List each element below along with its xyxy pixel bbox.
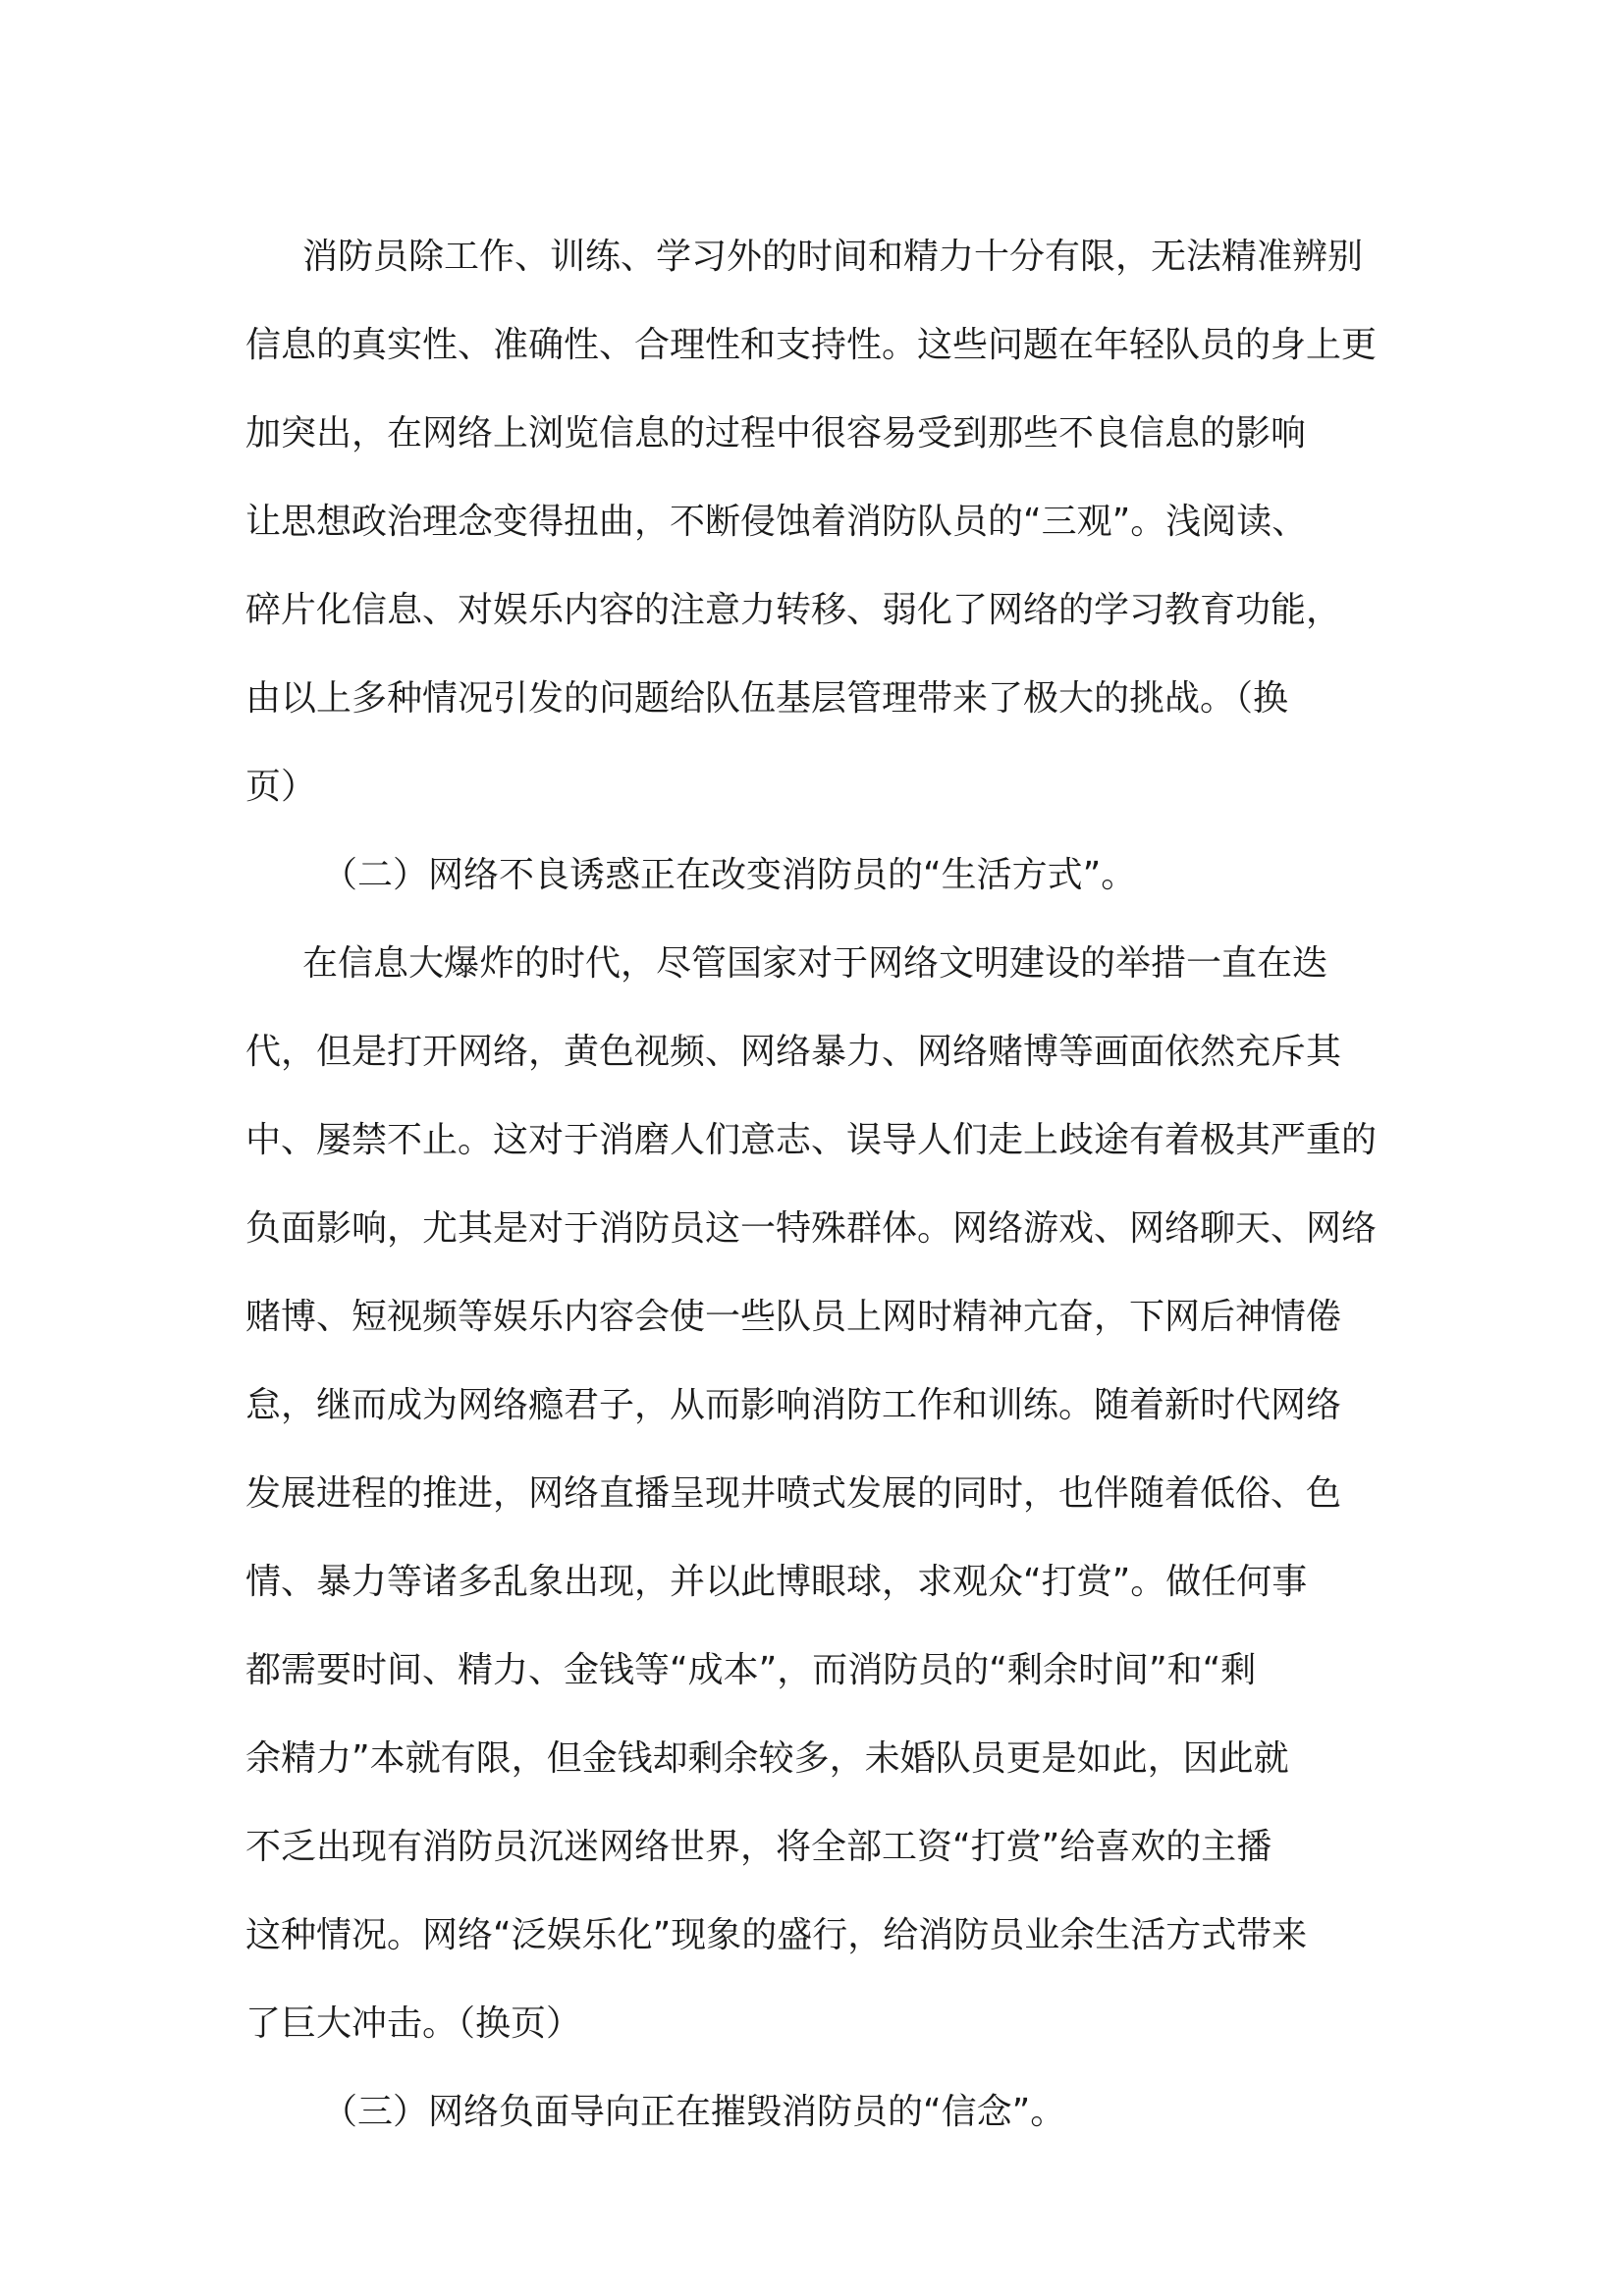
paragraph-line: 赌博、短视频等娱乐内容会使一些队员上网时精神亢奋，下网后神情倦 — [245, 1297, 1342, 1337]
section-heading-3: （三）网络负面导向正在摧毁消防员的“信念”。 — [322, 2092, 1066, 2132]
paragraph-line: 余精力”本就有限，但金钱却剩余较多，未婚队员更是如此，因此就 — [245, 1738, 1289, 1779]
paragraph-line: 发展进程的推进，网络直播呈现井喷式发展的同时，也伴随着低俗、色 — [245, 1473, 1342, 1514]
paragraph-line: 这种情况。网络“泛娱乐化”现象的盛行，给消防员业余生活方式带来 — [245, 1915, 1308, 1955]
paragraph-line: 在信息大爆炸的时代，尽管国家对于网络文明建设的举措一直在迭 — [302, 943, 1328, 984]
paragraph-line: 让思想政治理念变得扭曲，不断侵蚀着消防队员的“三观”。浅阅读、 — [245, 502, 1308, 542]
paragraph-line: 怠，继而成为网络瘾君子，从而影响消防工作和训练。随着新时代网络 — [245, 1385, 1342, 1425]
paragraph-line: 代，但是打开网络，黄色视频、网络暴力、网络赌博等画面依然充斥其 — [245, 1032, 1342, 1072]
paragraph-line: 负面影响，尤其是对于消防员这一特殊群体。网络游戏、网络聊天、网络 — [245, 1208, 1378, 1249]
paragraph-line: 消防员除工作、训练、学习外的时间和精力十分有限，无法精准辨别 — [302, 237, 1364, 277]
paragraph-line: 由以上多种情况引发的问题给队伍基层管理带来了极大的挑战。（换 — [245, 678, 1289, 719]
paragraph-line: 信息的真实性、准确性、合理性和支持性。这些问题在年轻队员的身上更 — [245, 325, 1378, 365]
paragraph-line: 加突出，在网络上浏览信息的过程中很容易受到那些不良信息的影响 — [245, 413, 1307, 454]
paragraph-line: 碎片化信息、对娱乐内容的注意力转移、弱化了网络的学习教育功能， — [245, 590, 1342, 630]
paragraph-line: 页） — [245, 767, 317, 807]
paragraph-line: 情、暴力等诸多乱象出现，并以此博眼球，求观众“打赏”。做任何事 — [245, 1562, 1308, 1602]
paragraph-line: 中、屡禁不止。这对于消磨人们意志、误导人们走上歧途有着极其严重的 — [245, 1120, 1378, 1160]
paragraph-line: 了巨大冲击。（换页） — [245, 2003, 582, 2044]
section-heading-2: （二）网络不良诱惑正在改变消防员的“生活方式”。 — [322, 855, 1137, 895]
paragraph-line: 都需要时间、精力、金钱等“成本”，而消防员的“剩余时间”和“剩 — [245, 1650, 1257, 1690]
paragraph-line: 不乏出现有消防员沉迷网络世界，将全部工资“打赏”给喜欢的主播 — [245, 1827, 1272, 1867]
